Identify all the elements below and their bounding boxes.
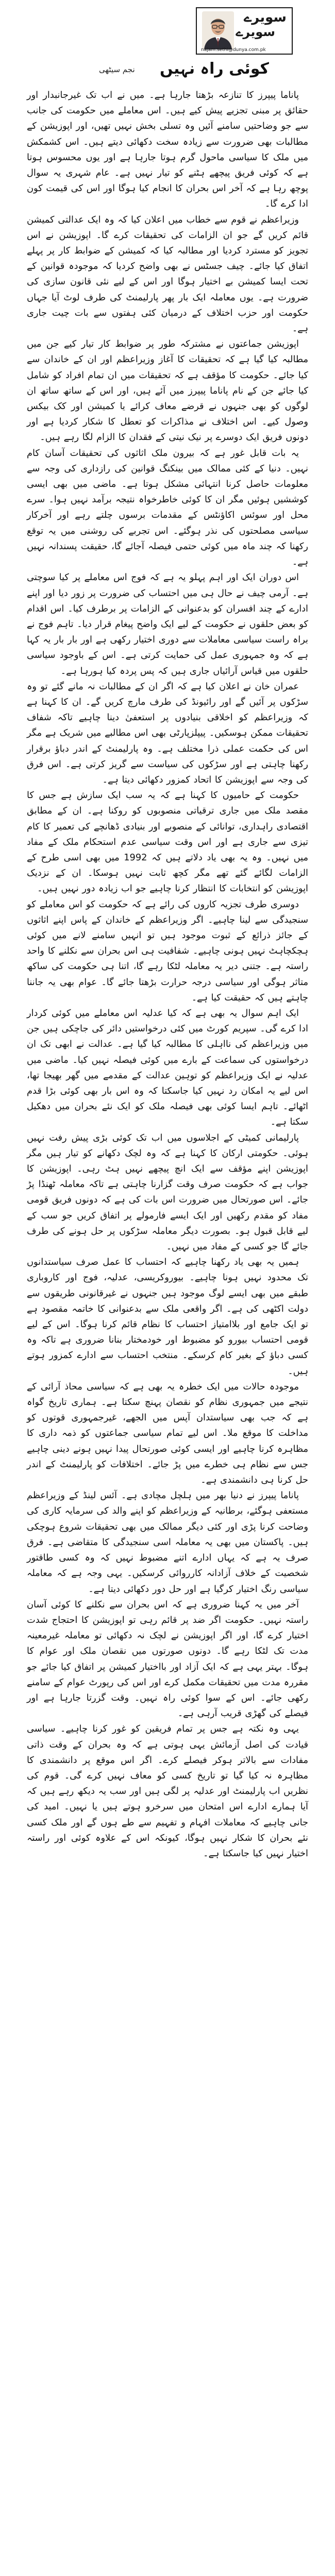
article-paragraph: پاناما پیپرز نے دنیا بھر میں ہلچل مچادی ہے۔ آئس لینڈ کے وزیراعظم مستعفی ہوگئے، برطانیہ کے وزیراعظم کو اپنے والد کی سرمایہ کاری کی وضاحت کرنا پڑی اور کئی دیگر ممالک میں بھی تحقیقات شروع ہوچکی ہیں۔ پاکستان میں بھی یہ معاملہ اسی سنجیدگی کا متقاضی ہے۔ فرق صرف یہ ہے کہ یہاں ادارے اتنے مضبوط نہیں کہ وہ کسی طاقتور شخصیت کے خلاف آزادانہ کارروائی کرسکیں۔ یہی وجہ ہے کہ معاملہ سیاسی رنگ اختیار کرگیا ہے اور حل دور دکھائی دیتا ہے۔: [27, 1490, 308, 1595]
article-paragraph: پارلیمانی کمیٹی کے اجلاسوں میں اب تک کوئی بڑی پیش رفت نہیں ہوئی۔ حکومتی ارکان کا کہنا ہے کہ وہ لچک دکھانے کو تیار ہیں مگر اپوزیشن اپنے مؤقف سے ایک انچ پیچھے نہیں ہٹ رہی۔ اپوزیشن کا جواب ہے کہ حکومت صرف وقت گزارنا چاہتی ہے تاکہ معاملہ ٹھنڈا پڑ جائے۔ اس صورتحال میں ضرورت اس بات کی ہے کہ دونوں فریق قومی مفاد کو مقدم رکھیں اور ایک ایسے فارمولے پر اتفاق کریں جو سب کے لیے قابل قبول ہو۔ بصورت دیگر معاملہ سڑکوں پر حل ہونے کی طرف جائے گا جو کسی کے مفاد میں نہیں۔: [27, 1132, 308, 1252]
article-paragraph: اس دوران ایک اور اہم پہلو یہ ہے کہ فوج اس معاملے پر کیا سوچتی ہے۔ آرمی چیف نے حال ہی میں احتساب کی ضرورت پر زور دیا اور اپنے ادارے کے چند افسران کو بدعنوانی کے الزامات پر برطرف کیا۔ اس اقدام کو بعض حلقوں نے حکومت کے لیے ایک واضح پیغام قرار دیا۔ تاہم فوج نے براہ راست سیاسی معاملات سے دوری اختیار رکھی ہے اور بار بار یہ کہا ہے کہ وہ جمہوری عمل کی حمایت کرتی ہے۔ اس کے باوجود سیاسی حلقوں میں قیاس آرائیاں جاری ہیں کہ پس پردہ کیا ہورہا ہے۔: [27, 572, 308, 676]
column-brand-line2: سویرے: [236, 25, 275, 39]
author-portrait-svg: [202, 11, 234, 49]
article-paragraph: آخر میں یہ کہنا ضروری ہے کہ اس بحران سے نکلنے کا کوئی آسان راستہ نہیں۔ حکومت اگر ضد پر قائم رہی تو اپوزیشن کا احتجاج شدت اختیار کرے گا، اور اگر اپوزیشن نے لچک نہ دکھائی تو معاملہ غیرمعینہ مدت تک لٹکا رہے گا۔ دونوں صورتوں میں نقصان ملک اور عوام کا ہوگا۔ بہتر یہی ہے کہ ایک آزاد اور بااختیار کمیشن پر اتفاق کیا جائے جو مقررہ مدت میں تحقیقات مکمل کرے اور اس کی رپورٹ عوام کے سامنے رکھی جائے۔ اس کے سوا کوئی راہ نہیں۔ وقت گزرتا جارہا ہے اور فیصلے کی گھڑی قریب آرہی ہے۔: [27, 1599, 308, 1719]
article-body: [27, 88, 308, 1861]
article-headline: کوئی راہ نہیں: [160, 60, 269, 78]
article-paragraph: ایک اہم سوال یہ بھی ہے کہ کیا عدلیہ اس معاملے میں کوئی کردار ادا کرے گی۔ سپریم کورٹ میں کئی درخواستیں دائر کی جاچکی ہیں جن میں وزیراعظم کی نااہلی کا مطالبہ کیا گیا ہے۔ عدالت نے ابھی تک ان درخواستوں کی سماعت کے بارے میں کوئی فیصلہ نہیں کیا۔ ماضی میں عدلیہ نے ایک وزیراعظم کو توہین عدالت کے مقدمے میں گھر بھیجا تھا، اس لیے یہ امکان رد نہیں کیا جاسکتا کہ وہ اس بار بھی کوئی بڑا قدم اٹھائے۔ تاہم ایسا کوئی بھی فیصلہ ملک کو ایک نئے بحران میں دھکیل سکتا ہے۔: [27, 1007, 308, 1128]
article-paragraph: یہ بات قابل غور ہے کہ بیرون ملک اثاثوں کی تحقیقات آسان کام نہیں۔ دنیا کے کئی ممالک میں بینکنگ قوانین کی رازداری کی وجہ سے معلومات حاصل کرنا انتہائی مشکل ہوتا ہے۔ ماضی میں بھی ایسی کوششیں ہوئیں مگر ان کا کوئی خاطرخواہ نتیجہ برآمد نہیں ہوا۔ سرے محل اور سوئس اکاؤنٹس کے مقدمات برسوں چلتے رہے اور آخرکار سیاسی مصلحتوں کی نذر ہوگئے۔ اس تجربے کی روشنی میں یہ توقع رکھنا کہ چند ماہ میں کوئی حتمی فیصلہ آجائے گا، حقیقت پسندانہ نہیں ہے۔: [27, 447, 308, 568]
column-brand-line1: سویرے: [243, 10, 287, 25]
column-brand-title: [236, 10, 287, 39]
article-paragraph: وزیراعظم نے قوم سے خطاب میں اعلان کیا کہ وہ ایک عدالتی کمیشن قائم کریں گے جو ان الزامات کی تحقیقات کرے گا۔ اپوزیشن نے اس تجویز کو مسترد کردیا اور مطالبہ کیا کہ کمیشن کے ضوابط کار پر پہلے اتفاق کیا جائے۔ چیف جسٹس نے بھی واضح کردیا کہ موجودہ قوانین کے تحت ایسا کمیشن بے اختیار ہوگا اور اس کے لیے نئی قانون سازی کی ضرورت ہے۔ یوں معاملہ ایک بار پھر پارلیمنٹ کی طرف لوٹ آیا جہاں حکومت اور حزب اختلاف کے درمیان کئی ہفتوں سے بات چیت جاری ہے۔: [27, 214, 308, 334]
article-paragraph: اپوزیشن جماعتوں نے مشترکہ طور پر ضوابط کار تیار کیے جن میں مطالبہ کیا گیا ہے کہ تحقیقات کا آغاز وزیراعظم اور ان کے خاندان سے کیا جائے۔ حکومت کا مؤقف ہے کہ تحقیقات میں ان تمام افراد کو شامل کیا جائے جن کے نام پاناما پیپرز میں آئے ہیں، اور اس کے ساتھ ساتھ ان لوگوں کو بھی جنہوں نے قرضے معاف کرائے یا کمیشن اور کک بیکس وصول کیے۔ اس اختلاف نے مذاکرات کو تعطل کا شکار کردیا ہے اور دونوں فریق ایک دوسرے پر نیک نیتی کے فقدان کا الزام لگا رہے ہیں۔: [27, 338, 308, 443]
article-paragraph: موجودہ حالات میں ایک خطرہ یہ بھی ہے کہ سیاسی محاذ آرائی کے نتیجے میں جمہوری نظام کو نقصان پہنچ سکتا ہے۔ ہماری تاریخ گواہ ہے کہ جب بھی سیاستدان آپس میں الجھے، غیرجمہوری قوتوں کو مداخلت کا موقع ملا۔ اس لیے تمام سیاسی جماعتوں کو ذمہ داری کا مظاہرہ کرنا چاہیے اور ایسی کوئی صورتحال پیدا نہیں ہونے دینی چاہیے جس سے نظام ہی خطرے میں پڑ جائے۔ اختلافات کو پارلیمنٹ کے اندر حل کرنا ہی دانشمندی ہے۔: [27, 1381, 308, 1486]
headline-row: [42, 58, 293, 78]
article-paragraph: پاناما پیپرز کا تنازعہ بڑھتا جارہا ہے۔ میں نے اب تک غیرجانبدار اور حقائق پر مبنی تجزیے پیش کیے ہیں۔ اس معاملے میں حکومت کی جانب سے جو وضاحتیں سامنے آئیں وہ تسلی بخش نہیں تھیں، اور اپوزیشن کے مطالبات بھی ضرورت سے زیادہ سخت دکھائی دیتے ہیں۔ اس کشمکش میں ملک کا سیاسی ماحول گرم ہوتا جارہا ہے اور یوں محسوس ہوتا ہے کہ کوئی فریق پیچھے ہٹنے کو تیار نہیں ہے۔ عام شہری یہ سوال پوچھ رہا ہے کہ آخر اس بحران کا انجام کیا ہوگا اور اس کی قیمت کون ادا کرے گا۔: [27, 90, 308, 210]
article-paragraph: ہمیں یہ بھی یاد رکھنا چاہیے کہ احتساب کا عمل صرف سیاستدانوں تک محدود نہیں ہونا چاہیے۔ بیوروکریسی، عدلیہ، فوج اور کاروباری طبقے میں بھی ایسے لوگ موجود ہیں جنہوں نے غیرقانونی طریقوں سے دولت اکٹھی کی ہے۔ اگر واقعی ملک سے بدعنوانی کا خاتمہ مقصود ہے تو ایک جامع اور بلاامتیاز احتساب کا نظام قائم کرنا ہوگا۔ اس کے لیے قومی احتساب بیورو کو مضبوط اور خودمختار بنانا ضروری ہے تاکہ وہ کسی دباؤ کے بغیر کام کرسکے۔ منتخب احتساب سے ادارے کمزور ہوتے ہیں۔: [27, 1257, 308, 1377]
article-paragraph: دوسری طرف تجزیہ کاروں کی رائے ہے کہ حکومت کو اس معاملے کو سنجیدگی سے لینا چاہیے۔ اگر وزیراعظم کے خاندان کے پاس اپنے اثاثوں کے جائز ذرائع کے ثبوت موجود ہیں تو انہیں سامنے لانے میں کوئی ہچکچاہٹ نہیں ہونی چاہیے۔ شفافیت ہی اس بحران سے نکلنے کا واحد راستہ ہے۔ جتنی دیر یہ معاملہ لٹکا رہے گا، اتنا ہی حکومت کی ساکھ متاثر ہوگی اور سیاسی درجہ حرارت بڑھتا جائے گا۔ عوام بھی یہ جاننا چاہتے ہیں کہ حقیقت کیا ہے۔: [27, 899, 308, 1003]
article-paragraph: حکومت کے حامیوں کا کہنا ہے کہ یہ سب ایک سازش ہے جس کا مقصد ملک میں جاری ترقیاتی منصوبوں کو روکنا ہے۔ ان کے مطابق اقتصادی راہداری، توانائی کے منصوبے اور بنیادی ڈھانچے کی تعمیر کا کام تیزی سے جاری ہے اور اس وقت سیاسی عدم استحکام ملک کے مفاد میں نہیں۔ وہ یہ بھی یاد دلاتے ہیں کہ 1992 میں بھی اسی طرح کے الزامات لگائے گئے تھے مگر کچھ ثابت نہیں ہوسکا۔ ان کے نزدیک اپوزیشن کو انتخابات کا انتظار کرنا چاہیے جو اب زیادہ دور نہیں ہیں۔: [27, 790, 308, 894]
author-portrait-icon: [202, 11, 234, 49]
author-byline: نجم سیٹھی: [99, 65, 135, 74]
column-logo: [196, 7, 293, 55]
article-paragraph-final: یہی وہ نکتہ ہے جس پر تمام فریقین کو غور کرنا چاہیے۔ سیاسی قیادت کی اصل آزمائش یہی ہوتی ہے کہ وہ بحران کے وقت ذاتی مفادات سے بالاتر ہوکر فیصلے کرے۔ اگر اس موقع پر دانشمندی کا مظاہرہ نہ کیا گیا تو تاریخ کسی کو معاف نہیں کرے گی۔ قوم کی نظریں اب پارلیمنٹ اور عدلیہ پر لگی ہیں اور سب یہ دیکھ رہے ہیں کہ آیا ہمارے ادارے اس امتحان میں سرخرو ہوتے ہیں یا نہیں۔ امید کی جانی چاہیے کہ معاملات افہام و تفہیم سے طے ہوں گے اور ملک کسی نئے بحران کا شکار نہیں ہوگا، کیونکہ اس کے علاوہ کوئی اور راستہ اختیار نہیں کیا جاسکتا ہے۔: [27, 1723, 308, 1859]
article-paragraph: عمران خان نے اعلان کیا ہے کہ اگر ان کے مطالبات نہ مانے گئے تو وہ سڑکوں پر آئیں گے اور رائیونڈ کی طرف مارچ کریں گے۔ ان کا کہنا ہے کہ وزیراعظم کو اخلاقی بنیادوں پر استعفیٰ دینا چاہیے تاکہ شفاف تحقیقات ممکن ہوسکیں۔ پیپلزپارٹی بھی اس مطالبے میں شریک ہے مگر اس کی حکمت عملی ذرا مختلف ہے۔ وہ پارلیمنٹ کے اندر دباؤ برقرار رکھنا چاہتی ہے اور سڑکوں کی سیاست سے گریز کرتی ہے۔ اس فرق کی وجہ سے اپوزیشن کا اتحاد کمزور دکھائی دیتا ہے۔: [27, 681, 308, 785]
column-masthead: [27, 0, 308, 88]
author-email: najam.sethi@dunya.com.pk: [201, 47, 266, 53]
